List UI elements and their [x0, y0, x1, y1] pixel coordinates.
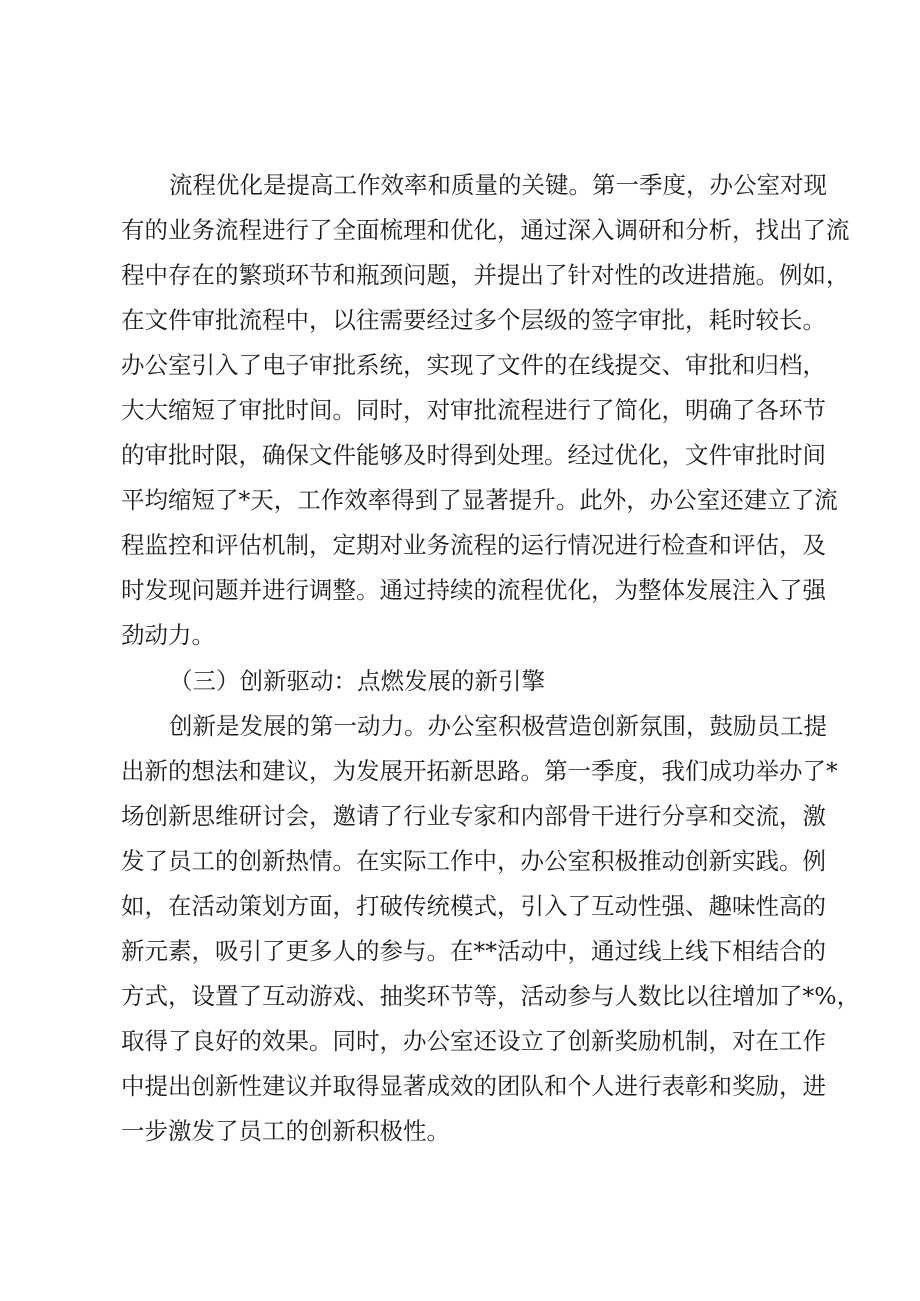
- paragraph-1-line-10: 时发现问题并进行调整。通过持续的流程优化，为整体发展注入了强: [121, 576, 826, 604]
- paragraph-2-line-1: 创新是发展的第一动力。办公室积极营造创新氛围，鼓励员工提: [169, 712, 827, 740]
- paragraph-1-line-6: 大大缩短了审批时间。同时，对审批流程进行了简化，明确了各环节: [121, 396, 826, 424]
- paragraph-1-line-9: 程监控和评估机制，定期对业务流程的运行情况进行检查和评估，及: [121, 531, 826, 559]
- paragraph-2-line-5: 如，在活动策划方面，打破传统模式，引入了互动性强、趣味性高的: [121, 892, 826, 920]
- paragraph-2-line-4: 发了员工的创新热情。在实际工作中，办公室积极推动创新实践。例: [121, 847, 826, 875]
- paragraph-1-line-8: 平均缩短了*天，工作效率得到了显著提升。此外，办公室还建立了流: [121, 486, 838, 514]
- paragraph-1-line-4: 在文件审批流程中，以往需要经过多个层级的签字审批，耗时较长。: [121, 306, 826, 334]
- paragraph-1-line-11: 劲动力。: [121, 621, 215, 649]
- paragraph-1-line-5: 办公室引入了电子审批系统，实现了文件的在线提交、审批和归档，: [121, 351, 826, 379]
- paragraph-2-line-3: 场创新思维研讨会，邀请了行业专家和内部骨干进行分享和交流，激: [121, 802, 826, 830]
- paragraph-2-line-6: 新元素，吸引了更多人的参与。在**活动中，通过线上线下相结合的: [121, 937, 826, 965]
- paragraph-2-line-7: 方式，设置了互动游戏、抽奖环节等，活动参与人数比以往增加了*%，: [121, 982, 861, 1010]
- paragraph-1-line-2: 有的业务流程进行了全面梳理和优化，通过深入调研和分析，找出了流: [121, 216, 850, 244]
- paragraph-2-line-9: 中提出创新性建议并取得显著成效的团队和个人进行表彰和奖励，进: [121, 1072, 826, 1100]
- paragraph-1-line-3: 程中存在的繁琐环节和瓶颈问题，并提出了针对性的改进措施。例如，: [121, 261, 850, 289]
- paragraph-1-line-1: 流程优化是提高工作效率和质量的关键。第一季度，办公室对现: [169, 171, 827, 199]
- paragraph-2-line-10: 一步激发了员工的创新积极性。: [121, 1117, 450, 1145]
- paragraph-2-line-2: 出新的想法和建议，为发展开拓新思路。第一季度，我们成功举办了*: [121, 757, 838, 785]
- paragraph-1-line-7: 的审批时限，确保文件能够及时得到处理。经过优化，文件审批时间: [121, 441, 826, 469]
- section-heading-3: （三）创新驱动：点燃发展的新引擎: [169, 667, 545, 695]
- paragraph-2-line-8: 取得了良好的效果。同时，办公室还设立了创新奖励机制，对在工作: [121, 1027, 826, 1055]
